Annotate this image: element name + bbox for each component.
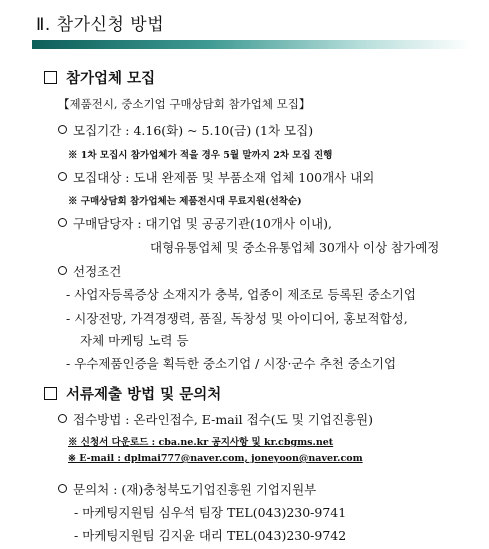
title-underline-bar bbox=[32, 40, 472, 49]
download-link[interactable]: ※ 신청서 다운로드 : cba.ne.kr 공지사항 및 kr.cbgms.net bbox=[68, 437, 334, 448]
section1-subheading: 【제품전시, 중소기업 구매상담회 참가업체 모집】 bbox=[58, 97, 311, 111]
section1-heading bbox=[44, 67, 155, 88]
section2-heading-text: 서류제출 방법 및 문의처 bbox=[66, 386, 222, 403]
circle-bullet-icon bbox=[58, 125, 67, 134]
circle-bullet-icon bbox=[58, 414, 67, 423]
recruit-period-note: ※ 1차 모집시 참가업체가 적을 경우 5월 말까지 2차 모집 진행 bbox=[68, 150, 333, 161]
section2-heading bbox=[44, 383, 221, 404]
email-link[interactable]: ※ E-mail : dplmai777@naver.com, joneyoon@naver.com bbox=[68, 453, 363, 464]
criteria-item: - 시장전망, 가격경쟁력, 품질, 독창성 및 아이디어, 홍보적합성, bbox=[66, 311, 408, 326]
recruit-target bbox=[58, 168, 374, 186]
contact-label bbox=[58, 480, 316, 498]
criteria-label bbox=[58, 262, 121, 280]
recruit-target-text: 모집대상 : 도내 완제품 및 부품소재 업체 100개사 내외 bbox=[73, 170, 375, 185]
submission-method-text: 접수방법 : 온라인접수, E-mail 접수(도 및 기업진흥원) bbox=[73, 412, 374, 427]
checkbox-square-icon bbox=[44, 387, 57, 400]
buyer-line-1 bbox=[58, 214, 332, 232]
page-title: Ⅱ. 참가신청 방법 bbox=[36, 15, 165, 35]
criteria-item: - 사업자등록증상 소재지가 충북, 업종이 제조로 등록된 중소기업 bbox=[66, 287, 416, 302]
circle-bullet-icon bbox=[58, 172, 67, 181]
section1-heading-text: 참가업체 모집 bbox=[66, 70, 156, 87]
contact-item: - 마케팅지원팀 김지윤 대리 TEL(043)230-9742 bbox=[74, 528, 347, 543]
recruit-period bbox=[58, 121, 313, 139]
recruit-target-note: ※ 구매상담회 참가업체는 제품전시대 무료지원(선착순) bbox=[68, 196, 302, 207]
buyer-line-1-text: 구매담당자 : 대기업 및 공공기관(10개사 이내), bbox=[73, 216, 332, 231]
contact-item: - 마케팅지원팀 심우석 팀장 TEL(043)230-9741 bbox=[74, 505, 347, 520]
recruit-period-text: 모집기간 : 4.16(화) ~ 5.10(금) (1차 모집) bbox=[73, 123, 314, 138]
criteria-item: - 우수제품인증을 획득한 중소기업 / 시장·군수 추천 중소기업 bbox=[66, 356, 397, 371]
circle-bullet-icon bbox=[58, 218, 67, 227]
criteria-label-text: 선정조건 bbox=[73, 264, 122, 279]
checkbox-square-icon bbox=[44, 71, 57, 84]
buyer-line-2: 대형유통업체 및 중소유통업체 30개사 이상 참가예정 bbox=[150, 240, 440, 255]
contact-label-text: 문의처 : (재)충청북도기업진흥원 기업지원부 bbox=[73, 482, 317, 497]
criteria-item-continuation: 자체 마케팅 노력 등 bbox=[80, 333, 189, 348]
circle-bullet-icon bbox=[58, 266, 67, 275]
submission-method bbox=[58, 410, 373, 428]
circle-bullet-icon bbox=[58, 484, 67, 493]
